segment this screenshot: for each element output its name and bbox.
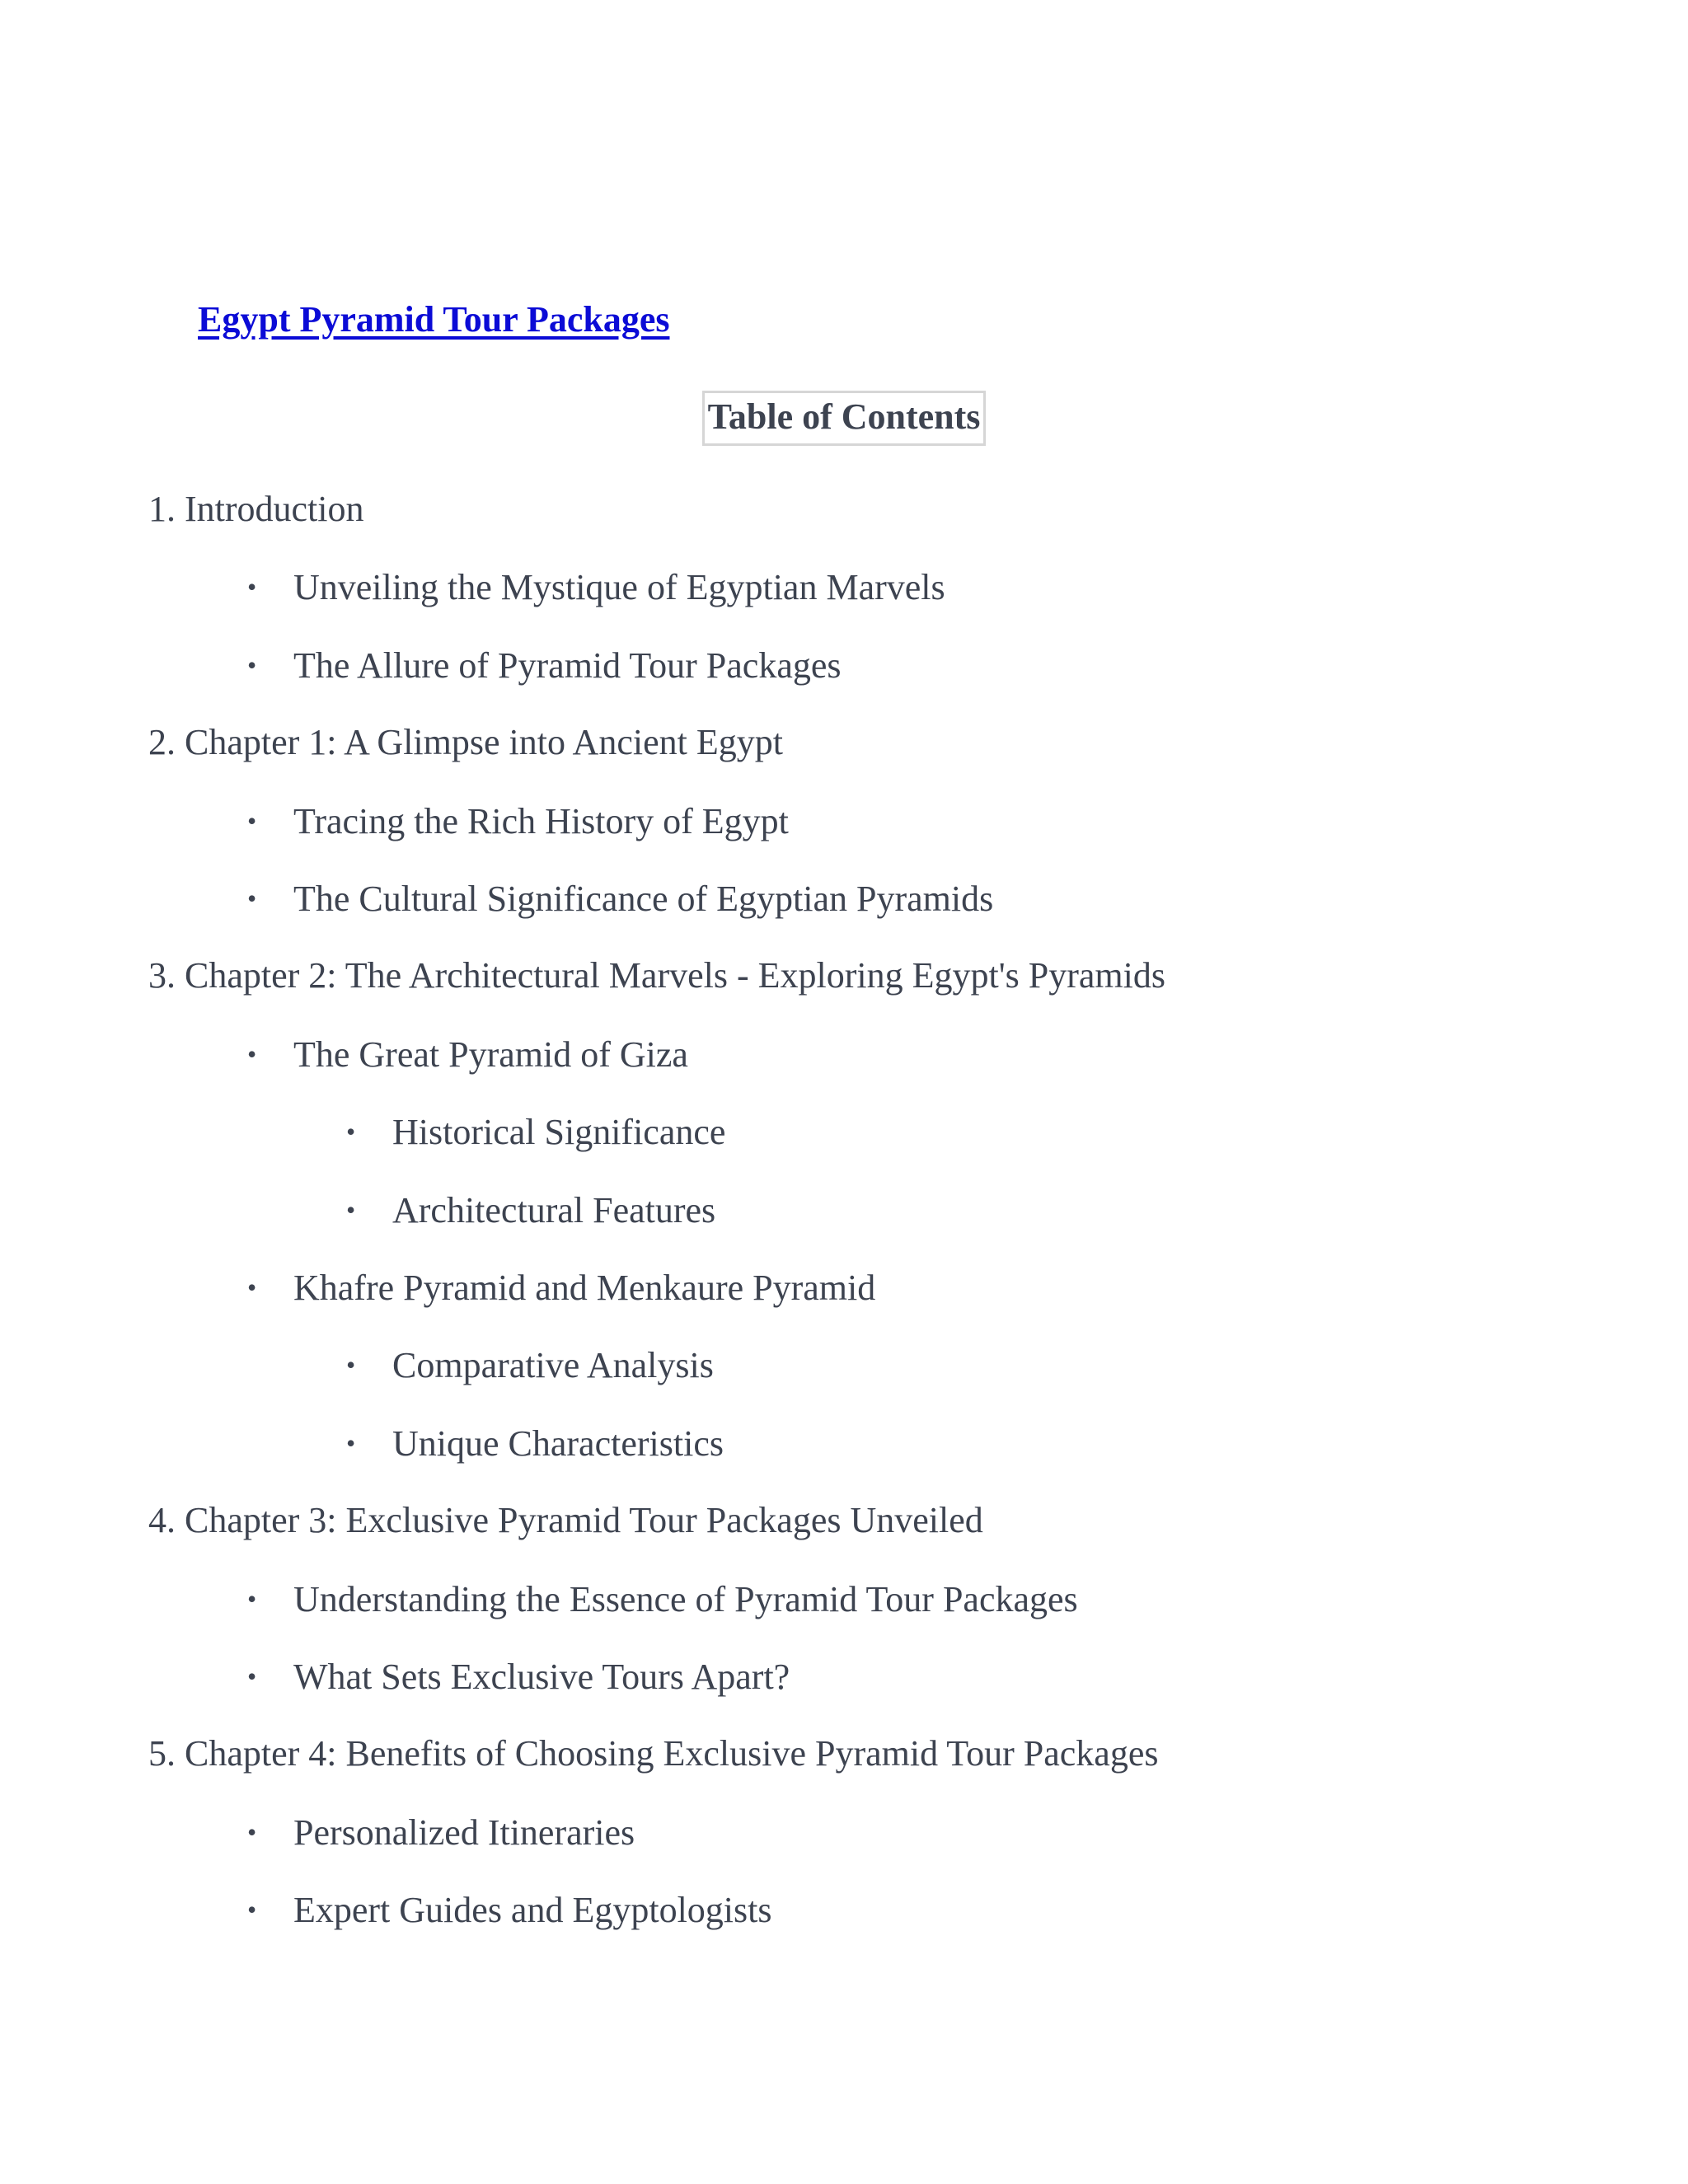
toc-item-text: Chapter 1: A Glimpse into Ancient Egypt xyxy=(185,722,783,763)
toc-subitem xyxy=(247,642,842,689)
toc-item-text: The Cultural Significance of Egyptian Pyramids xyxy=(293,879,994,919)
toc-subitem xyxy=(247,1653,790,1700)
bullet-icon: • xyxy=(247,1895,257,1925)
toc-item-text: Introduction xyxy=(185,489,364,529)
toc-item-text: Chapter 3: Exclusive Pyramid Tour Packages Unveiled xyxy=(185,1500,983,1541)
toc-subitem xyxy=(247,1031,688,1078)
toc-subsubitem xyxy=(346,1108,725,1155)
toc-item-number: 4. xyxy=(148,1500,185,1541)
toc-item-number: 5. xyxy=(148,1733,185,1774)
toc-subitem xyxy=(247,564,945,611)
toc-subitem xyxy=(247,875,993,922)
bullet-icon: • xyxy=(346,1117,356,1147)
title-link[interactable]: Egypt Pyramid Tour Packages xyxy=(198,299,670,340)
toc-heading-container xyxy=(0,391,1688,446)
toc-item-text: Historical Significance xyxy=(392,1112,726,1153)
toc-item-text: Comparative Analysis xyxy=(392,1345,714,1386)
bullet-icon: • xyxy=(247,572,257,602)
toc-item-text: Khafre Pyramid and Menkaure Pyramid xyxy=(293,1268,876,1308)
bullet-icon: • xyxy=(247,883,257,913)
toc-item-number: 3. xyxy=(148,955,185,996)
toc-subitem xyxy=(247,798,789,845)
toc-item-text: The Great Pyramid of Giza xyxy=(293,1033,688,1075)
toc-item-text: Expert Guides and Egyptologists xyxy=(293,1890,772,1931)
bullet-icon: • xyxy=(247,1816,257,1847)
toc-item-text: What Sets Exclusive Tours Apart? xyxy=(293,1657,790,1697)
toc-item-text: Personalized Itineraries xyxy=(293,1811,635,1853)
bullet-icon: • xyxy=(247,1272,257,1302)
toc-item-text: The Allure of Pyramid Tour Packages xyxy=(293,644,842,686)
bullet-icon: • xyxy=(346,1427,356,1458)
toc-item-text: Understanding the Essence of Pyramid Tour Packages xyxy=(293,1578,1078,1619)
toc-subitem xyxy=(247,1264,875,1311)
toc-chapter-item xyxy=(148,1497,983,1544)
toc-chapter-item xyxy=(148,1731,1158,1777)
toc-subsubitem xyxy=(346,1342,714,1389)
bullet-icon: • xyxy=(247,805,257,836)
toc-item-text: Architectural Features xyxy=(392,1189,716,1230)
bullet-icon: • xyxy=(247,649,257,680)
toc-subitem xyxy=(247,1576,1078,1623)
toc-chapter-item xyxy=(148,719,783,766)
toc-chapter-item xyxy=(148,953,1165,999)
bullet-icon: • xyxy=(346,1350,356,1380)
bullet-icon: • xyxy=(247,1038,257,1069)
toc-subitem xyxy=(247,1809,635,1856)
toc-item-text: Unique Characteristics xyxy=(392,1422,724,1464)
bullet-icon: • xyxy=(346,1194,356,1225)
toc-item-text: Chapter 4: Benefits of Choosing Exclusive Pyramid Tour Packages xyxy=(185,1733,1159,1774)
toc-subitem xyxy=(247,1886,772,1933)
toc-item-text: Chapter 2: The Architectural Marvels - Exploring Egypt's Pyramids xyxy=(185,955,1165,996)
toc-item-number: 2. xyxy=(148,722,185,763)
bullet-icon: • xyxy=(247,1583,257,1614)
toc-subsubitem xyxy=(346,1420,724,1467)
toc-item-text: Unveiling the Mystique of Egyptian Marvels xyxy=(293,567,945,608)
toc-item-number: 1. xyxy=(148,489,185,529)
toc-item-text: Tracing the Rich History of Egypt xyxy=(293,800,789,841)
toc-subsubitem xyxy=(346,1187,715,1234)
bullet-icon: • xyxy=(247,1661,257,1691)
toc-heading: Table of Contents xyxy=(702,391,987,446)
toc-chapter-item xyxy=(148,486,364,532)
